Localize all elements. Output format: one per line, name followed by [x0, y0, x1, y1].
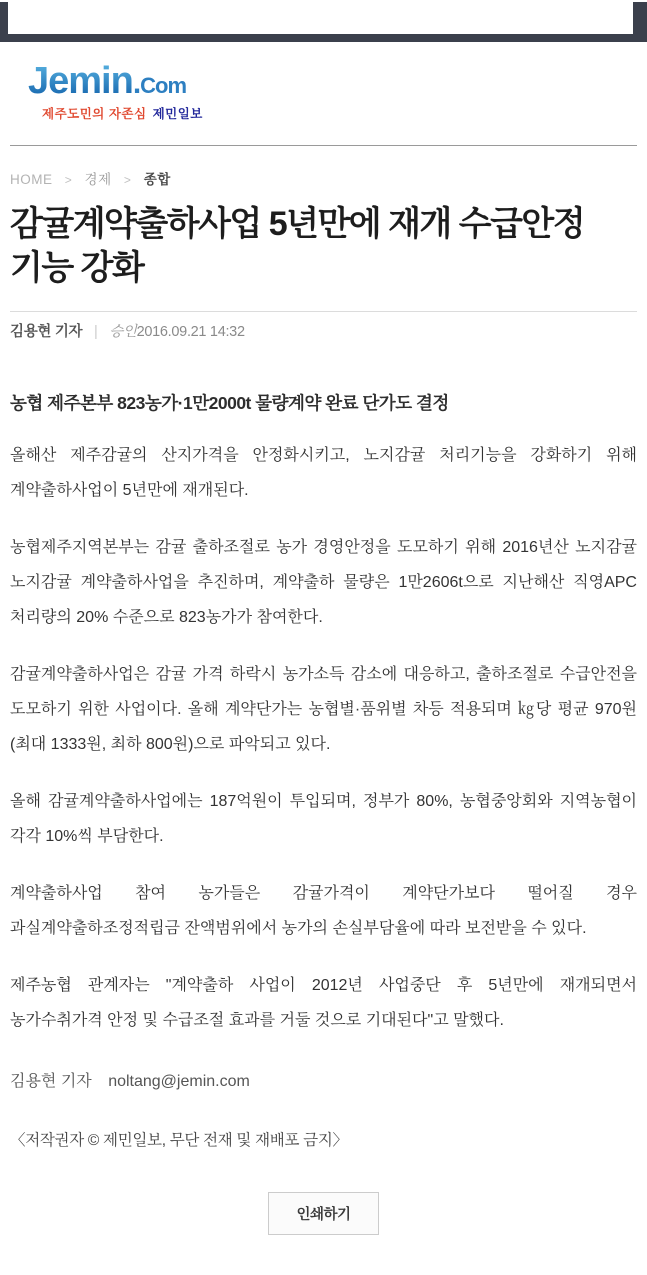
- article-paragraph: 감귤계약출하사업은 감귤 가격 하락시 농가소득 감소에 대응하고, 출하조절로 수급안전을 도모하기 위한 사업이다. 올해 계약단가는 농협별·품위별 차등 적용되며 ㎏당 평균 970원(최대 1333원, 최하 800원)으로 파악되고 있다.: [10, 665, 637, 753]
- article-signature: [10, 1064, 637, 1099]
- breadcrumb-economy[interactable]: 경제: [84, 172, 112, 187]
- article-paragraph: 올해 감귤계약출하사업에는 187억원이 투입되며, 정부가 80%, 농협중앙회와 지역농협이 각각 10%씩 부담한다.: [10, 792, 637, 845]
- top-bar: [0, 2, 647, 42]
- byline-approval-datetime: 2016.09.21 14:32: [136, 324, 245, 341]
- top-banner-panel: [8, 2, 633, 34]
- logo-com-text: Com: [140, 73, 187, 98]
- button-row: [0, 1192, 647, 1275]
- site-logo[interactable]: [28, 62, 186, 100]
- article-paragraph: 올해산 제주감귤의 산지가격을 안정화시키고, 노지감귤 처리기능을 강화하기 위해 계약출하사업이 5년만에 재개된다.: [10, 446, 637, 499]
- logo-text: Jemin: [28, 60, 133, 102]
- article-paragraph: 제주농협 관계자는 "계약출하 사업이 2012년 사업중단 후 5년만에 재개되면서 농가수취가격 안정 및 수급조절 효과를 거둘 것으로 기대된다"고 말했다.: [10, 976, 637, 1029]
- breadcrumb-general[interactable]: 종합: [143, 172, 171, 187]
- breadcrumb-separator-icon: >: [123, 173, 132, 187]
- tagline-right: 제민일보: [152, 107, 203, 121]
- article-paragraph: 계약출하사업 참여 농가들은 감귤가격이 계약단가보다 떨어질 경우 과실계약출하조정적립금 잔액범위에서 농가의 손실부담율에 따라 보전받을 수 있다.: [10, 884, 637, 937]
- print-button[interactable]: 인쇄하기: [268, 1192, 378, 1235]
- tagline-left: 제주도민의 자존심: [42, 107, 147, 121]
- article-subheading: 농협 제주본부 823농가·1만2000t 물량계약 완료 단가도 결정: [10, 393, 449, 414]
- copyright-notice: 〈저작권자 © 제민일보, 무단 전재 및 재배포 금지〉: [10, 1131, 348, 1149]
- article-body: [10, 391, 637, 1158]
- reporter-email-link[interactable]: noltang@jemin.com: [108, 1072, 250, 1090]
- article-paragraph: 농협제주지역본부는 감귤 출하조절로 농가 경영안정을 도모하기 위해 2016년산 노지감귤 노지감귤 계약출하사업을 추진하며, 계약출하 물량은 1만2606t으로 지난해산 직영APC 처리량의 20% 수준으로 823농가가 참여한다.: [10, 538, 637, 626]
- masthead-divider: [10, 145, 637, 146]
- logo-dot: .: [132, 67, 141, 100]
- byline-separator: |: [94, 324, 98, 341]
- signature-reporter: 김용현 기자: [10, 1072, 92, 1090]
- breadcrumb-separator-icon: >: [64, 173, 73, 187]
- breadcrumb-home[interactable]: HOME: [10, 172, 53, 187]
- byline-approval-label: 승인: [109, 324, 137, 341]
- breadcrumb: [10, 168, 637, 188]
- byline-reporter: 김용현 기자: [10, 324, 83, 341]
- byline-divider: [10, 311, 637, 312]
- article-title: 감귤계약출하사업 5년만에 재개 수급안정 기능 강화: [10, 205, 585, 288]
- article-byline: [10, 320, 637, 341]
- logo-tagline: [42, 104, 637, 122]
- masthead: [0, 42, 647, 145]
